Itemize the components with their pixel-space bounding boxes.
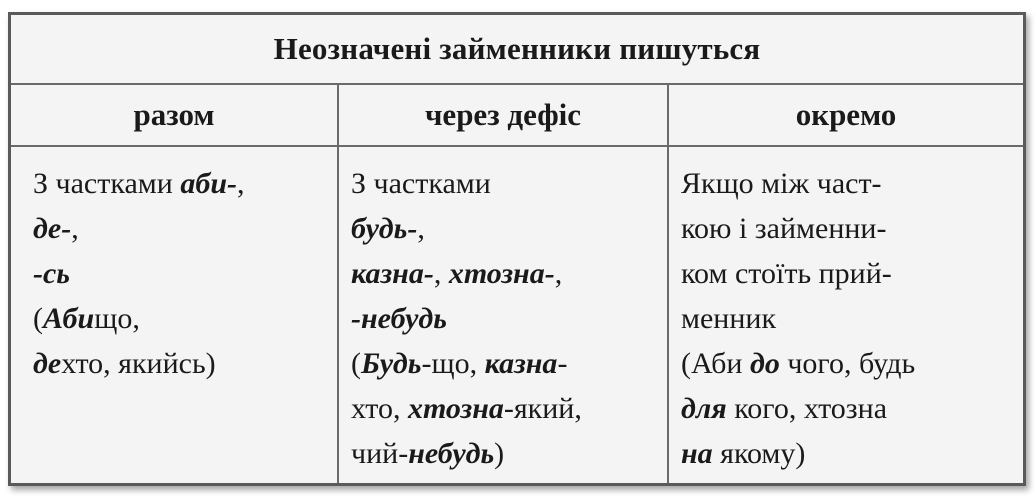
- text-span: чий-: [351, 437, 409, 470]
- header-together: разом: [133, 97, 215, 132]
- text-span: З частками: [33, 167, 181, 200]
- particle-kazna: казна-: [351, 257, 434, 290]
- header-separately: окремо: [667, 85, 1023, 145]
- particle-abi: Аби: [43, 302, 95, 335]
- text-span: хто,: [351, 392, 408, 425]
- cell-hyphen: [337, 147, 667, 483]
- text-line: [351, 386, 657, 431]
- cell-separately: [667, 147, 1023, 483]
- text-line: [33, 161, 327, 206]
- text-span: кого, хтозна: [726, 392, 888, 425]
- text-span: якому): [712, 437, 806, 470]
- table-header-row: [11, 85, 1023, 147]
- text-line: [33, 206, 327, 251]
- table-body-row: [11, 147, 1023, 483]
- particle-de: де-: [33, 212, 72, 245]
- text-span: ,: [71, 212, 79, 245]
- header-hyphen: через дефіс: [337, 85, 667, 145]
- particle-abi: аби-: [180, 167, 237, 200]
- text-line: [351, 431, 657, 476]
- particle-bud: будь-: [351, 212, 418, 245]
- text-span: -який,: [503, 392, 582, 425]
- text-line: Якщо між част-: [681, 167, 882, 200]
- text-line: [33, 296, 327, 341]
- particle-nebud: небудь: [408, 437, 495, 470]
- text-line: кою і займенни-: [681, 212, 887, 245]
- text-line: [681, 341, 1013, 386]
- text-span: ,: [417, 212, 425, 245]
- text-span: -що,: [421, 347, 485, 380]
- table-title: Неозначені займенники пишуться: [11, 15, 1023, 85]
- text-span: (: [351, 347, 361, 380]
- text-span: -: [557, 347, 568, 380]
- text-span: ,: [554, 257, 563, 290]
- text-line: [681, 431, 1013, 476]
- text-span: ,: [237, 167, 245, 200]
- text-line: менник: [681, 302, 777, 335]
- particle-khtozna: хтозна-: [448, 257, 555, 290]
- particle-nebud: -небудь: [351, 302, 447, 335]
- text-span: З частками: [351, 167, 491, 200]
- pronoun-spelling-table: [8, 12, 1026, 486]
- text-span: хто, якийсь): [61, 347, 216, 380]
- text-line: [351, 206, 657, 251]
- particle-de: де: [33, 347, 62, 380]
- text-line: ком стоїть прий-: [681, 257, 892, 290]
- cell-together: [11, 147, 337, 483]
- text-span: ): [494, 437, 505, 470]
- particle-khtozna: хтозна: [407, 392, 504, 425]
- particle-s: -сь: [33, 257, 71, 290]
- preposition-do: до: [749, 347, 780, 380]
- text-line: [351, 296, 657, 341]
- text-line: [33, 251, 327, 296]
- particle-bud: Будь: [361, 347, 422, 380]
- preposition-dlia: для: [681, 392, 727, 425]
- text-span: ,: [433, 257, 449, 290]
- text-line: [681, 386, 1013, 431]
- text-span: що,: [94, 302, 140, 335]
- text-line: [33, 341, 327, 386]
- particle-kazna: казна: [484, 347, 558, 380]
- text-line: [351, 161, 657, 206]
- preposition-na: на: [681, 437, 713, 470]
- text-span: чого, будь: [779, 347, 916, 380]
- text-span: (: [33, 302, 43, 335]
- text-span: (Аби: [681, 347, 750, 380]
- text-line: [351, 251, 657, 296]
- text-line: [351, 341, 657, 386]
